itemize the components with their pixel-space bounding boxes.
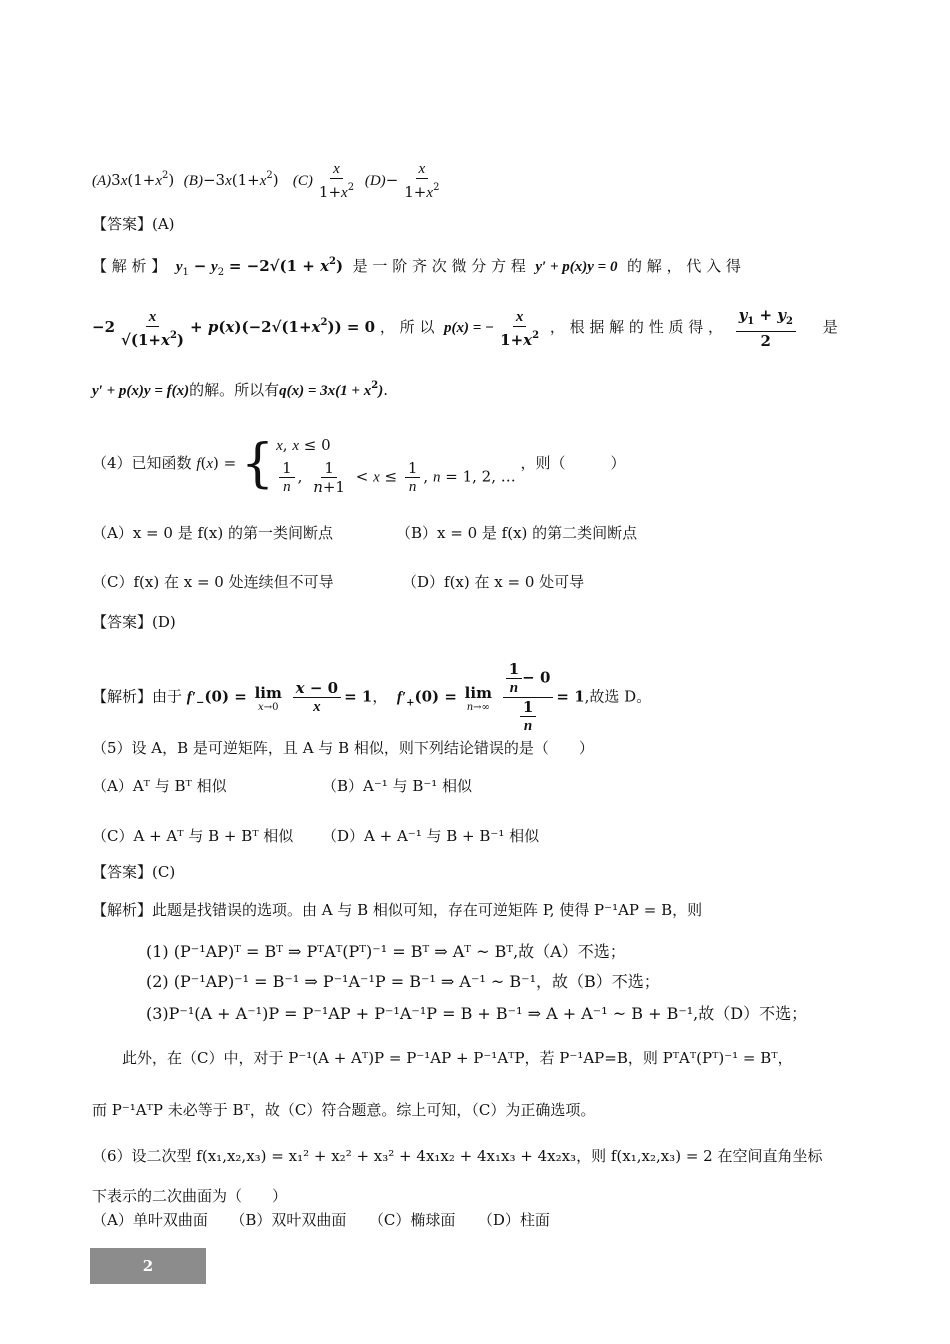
page-number-badge: [90, 1248, 206, 1284]
q6-stem-2: 下表示的二次曲面为（ ）: [92, 1187, 288, 1205]
q5-option-c: （C）A + Aᵀ 与 B + Bᵀ 相似: [92, 827, 294, 845]
q4-option-b: （B）x = 0 是 f(x) 的第二类间断点: [396, 524, 638, 542]
q5-step-3: (3)P⁻¹(A + A⁻¹)P = P⁻¹AP + P⁻¹A⁻¹P = B + B⁻¹ ⇒ A + A⁻¹ ~ B + B⁻¹,故（D）不选；: [146, 1004, 808, 1023]
q4-answer: 【答案】(D): [92, 613, 176, 631]
q3-analysis-line3: y′ + p(x)y = f(x)的解。所以有$q(x) = 3x(1 + x^2)$.: [92, 380, 388, 399]
q4-option-d: （D）f(x) 在 x = 0 处可导: [402, 573, 585, 591]
q5-step-1: (1) (P⁻¹AP)ᵀ = Bᵀ ⇒ PᵀAᵀ(Pᵀ)⁻¹ = Bᵀ ⇒ Aᵀ ~ Bᵀ,故（A）不选；: [146, 942, 626, 961]
q5-analysis: 【解析】此题是找错误的选项。由 A 与 B 相似可知，存在可逆矩阵 P, 使得 P⁻¹AP = B，则: [92, 901, 703, 919]
q5-stem: （5）设 A，B 是可逆矩阵，且 A 与 B 相似，则下列结论错误的是（ ）: [92, 739, 594, 757]
q5-step-2: (2) (P⁻¹AP)⁻¹ = B⁻¹ ⇒ P⁻¹A⁻¹P = B⁻¹ ⇒ A⁻¹ ~ B⁻¹，故（B）不选；: [146, 972, 660, 991]
q5-answer: 【答案】(C): [92, 863, 176, 881]
q4-option-a: （A）x = 0 是 f(x) 的第一类间断点: [92, 524, 333, 542]
page-number: 2: [142, 1257, 154, 1275]
q5-option-d: （D）A + A⁻¹ 与 B + B⁻¹ 相似: [322, 827, 540, 845]
q6-options: （A）单叶双曲面 （B）双叶双曲面 （C）椭球面 （D）柱面: [92, 1211, 550, 1229]
q5-option-b: （B）A⁻¹ 与 B⁻¹ 相似: [322, 777, 473, 795]
q5-option-a: （A）Aᵀ 与 Bᵀ 相似: [92, 777, 227, 795]
q4-analysis: 【解析】由于 $f'_-(0)$ = lim x→0 $\frac{x - 0}{x}$ = 1， $f'_+(0)$ = lim n→∞ $\frac{1}{n}$ − 0 $\frac{1}{n}$ = 1,故选 D。: [92, 660, 652, 734]
q6-stem-1: （6）设二次型 f(x₁,x₂,x₃) = x₁² + x₂² + x₃² + 4x₁x₂ + 4x₁x₃ + 4x₂x₃，则 f(x₁,x₂,x₃) = 2 在空间直角坐标: [92, 1147, 823, 1165]
q3-analysis-line1: 【 解 析 】 $y_1 - y_2 = -2√(1 + x^2)$ 是 一 阶 齐 次 微 分 方 程 y′ + p(x)y = 0 的 解 ， 代 入 得: [92, 256, 741, 278]
q5-extra-1: 此外，在（C）中，对于 P⁻¹(A + Aᵀ)P = P⁻¹AP + P⁻¹AᵀP，若 P⁻¹AP=B，则 PᵀAᵀ(Pᵀ)⁻¹ = Bᵀ，: [122, 1049, 793, 1067]
q4-option-c: （C）f(x) 在 x = 0 处连续但不可导: [92, 573, 334, 591]
q3-answer: 【答案】(A): [92, 215, 175, 233]
q3-options: $(A)3x(1+x^2)$ $(B)-3x(1+x^2)$ (C) $\frac{x}{1+x^2}$ (D)− $\frac{x}{1+x^2}$: [92, 161, 440, 201]
q3-analysis-line2: −2 $\frac{x}{√(1+x^2)}$ + $p(x)(-2√(1+x^2)) = 0$ ， 所 以 p(x) = − $\frac{x}{1+x^2}$ ， 根 据 解 的 性 质 得 ， $\frac{y_1 + y_2}{2}$ 是: [92, 306, 838, 350]
q4-stem: （4）已知函数 f(x) = { x, x ≤ 0 $\frac{1}{n}$ , $\frac{1}{n+1}$ < x ≤ $\frac{1}{n}$ , n = 1, 2, … ，则（ ）: [92, 434, 626, 496]
q5-extra-2: 而 P⁻¹AᵀP 未必等于 Bᵀ，故（C）符合题意。综上可知，（C）为正确选项。: [92, 1101, 596, 1119]
